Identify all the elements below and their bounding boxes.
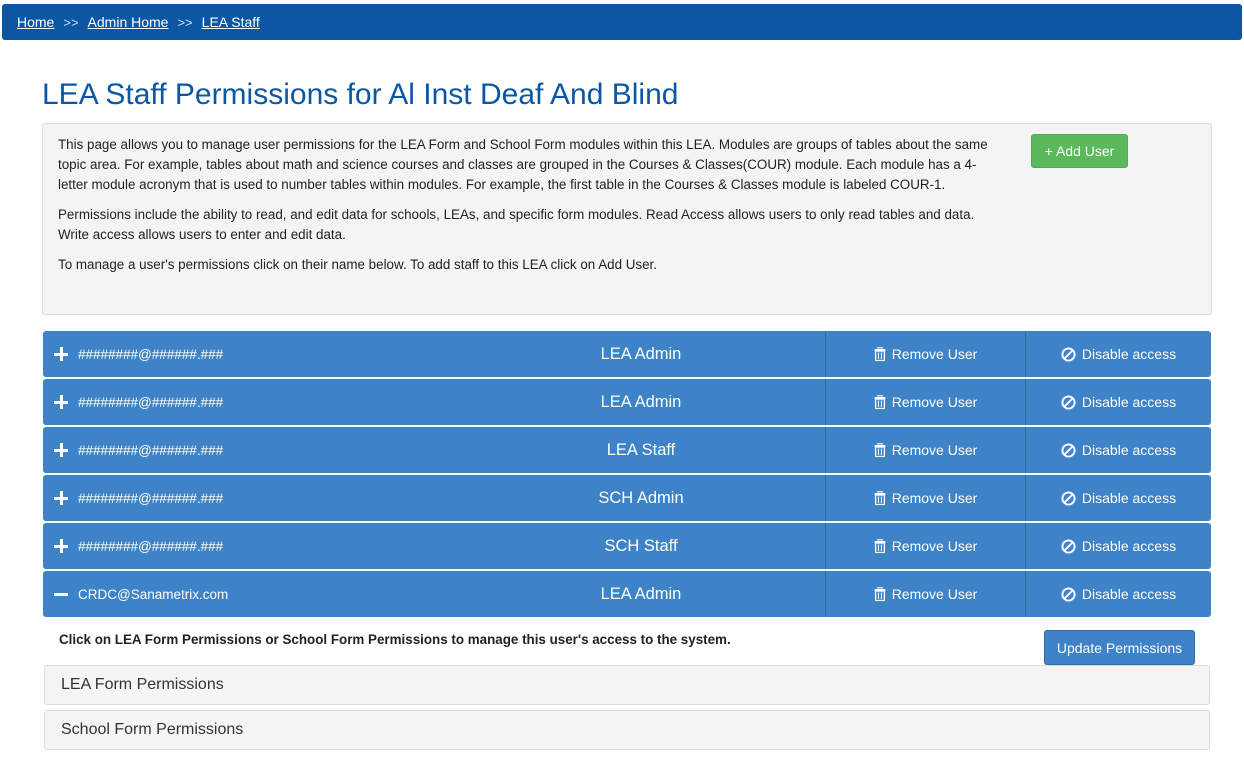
disable-access-button[interactable] [1025,475,1211,521]
ban-icon [1061,587,1076,602]
user-email[interactable]: ########@######.### [78,490,224,506]
disable-access-label: Disable access [1081,394,1177,410]
user-role: LEA Admin [600,344,682,363]
breadcrumb [2,4,1242,40]
info-paragraph: Permissions include the ability to read, and edit data for schools, LEAs, and specific form modules. Read Access allows users to only read tables and data. Write access allows users to enter and edit data. [58,207,975,242]
breadcrumb-separator: >> [63,14,79,30]
trash-icon [874,587,886,601]
remove-user-button[interactable] [825,379,1025,425]
user-row[interactable] [43,331,1211,377]
breadcrumb-admin-home-link[interactable]: Admin Home [87,14,169,30]
ban-icon [1061,395,1076,410]
update-permissions-button[interactable]: Update Permissions [1044,630,1195,665]
breadcrumb-lea-staff-link[interactable]: LEA Staff [201,14,260,30]
expand-plus-icon[interactable] [54,536,68,556]
user-row[interactable] [43,571,1211,617]
user-email[interactable]: ########@######.### [78,442,224,458]
lea-form-permissions-panel[interactable]: LEA Form Permissions [44,665,1210,705]
school-form-permissions-panel[interactable]: School Form Permissions [44,710,1210,750]
expand-plus-icon[interactable] [54,440,68,460]
user-row[interactable] [43,523,1211,569]
breadcrumb-home-link[interactable]: Home [17,14,55,30]
remove-user-button[interactable] [825,427,1025,473]
disable-access-label: Disable access [1081,538,1177,554]
breadcrumb-separator: >> [177,14,193,30]
remove-user-button[interactable] [825,523,1025,569]
remove-user-label: Remove User [891,586,978,602]
user-role: LEA Staff [606,440,676,459]
user-role: SCH Staff [604,536,678,555]
expand-plus-icon[interactable] [54,344,68,364]
user-role: LEA Admin [600,392,682,411]
disable-access-button[interactable] [1025,571,1211,617]
remove-user-label: Remove User [891,346,978,362]
user-email[interactable]: ########@######.### [78,538,224,554]
remove-user-label: Remove User [891,394,978,410]
expand-plus-icon[interactable] [54,488,68,508]
remove-user-button[interactable] [825,571,1025,617]
trash-icon [874,443,886,457]
user-list [43,331,1211,619]
disable-access-label: Disable access [1081,346,1177,362]
disable-access-button[interactable] [1025,427,1211,473]
collapse-minus-icon[interactable] [54,584,68,604]
disable-access-button[interactable] [1025,379,1211,425]
user-email[interactable]: CRDC@Sanametrix.com [78,586,229,602]
disable-access-label: Disable access [1081,586,1177,602]
user-role: SCH Admin [598,488,684,507]
user-role: LEA Admin [600,584,682,603]
disable-access-label: Disable access [1081,490,1177,506]
remove-user-button[interactable] [825,331,1025,377]
user-row[interactable] [43,379,1211,425]
permissions-instructions: Click on LEA Form Permissions or School Form Permissions to manage this user's access to the system. [59,632,731,647]
expand-plus-icon[interactable] [54,392,68,412]
user-row[interactable] [43,427,1211,473]
disable-access-button[interactable] [1025,523,1211,569]
info-panel [42,123,1212,315]
user-permissions-detail [43,617,1211,762]
user-row[interactable] [43,475,1211,521]
remove-user-label: Remove User [891,442,978,458]
info-paragraph: To manage a user's permissions click on their name below. To add staff to this LEA click on Add User. [58,257,657,272]
ban-icon [1061,491,1076,506]
trash-icon [874,395,886,409]
ban-icon [1061,347,1076,362]
user-email[interactable]: ########@######.### [78,346,224,362]
ban-icon [1061,539,1076,554]
ban-icon [1061,443,1076,458]
disable-access-label: Disable access [1081,442,1177,458]
trash-icon [874,347,886,361]
remove-user-button[interactable] [825,475,1025,521]
add-user-button[interactable]: + Add User [1031,134,1128,168]
info-paragraph: This page allows you to manage user permissions for the LEA Form and School Form modules within this LEA. Modules are groups of tables about the same topic area. For example, tables about math and science courses and classes are grouped in the Courses & Classes(COUR) module. Each module has a 4-letter module acronym that is used to number tables within modules. For example, the first table in the Courses & Classes module is labeled COUR-1. [58,137,988,192]
disable-access-button[interactable] [1025,331,1211,377]
user-email[interactable]: ########@######.### [78,394,224,410]
trash-icon [874,491,886,505]
remove-user-label: Remove User [891,538,978,554]
trash-icon [874,539,886,553]
info-text [58,135,998,285]
page-title: LEA Staff Permissions for Al Inst Deaf And Blind [42,78,679,111]
remove-user-label: Remove User [891,490,978,506]
